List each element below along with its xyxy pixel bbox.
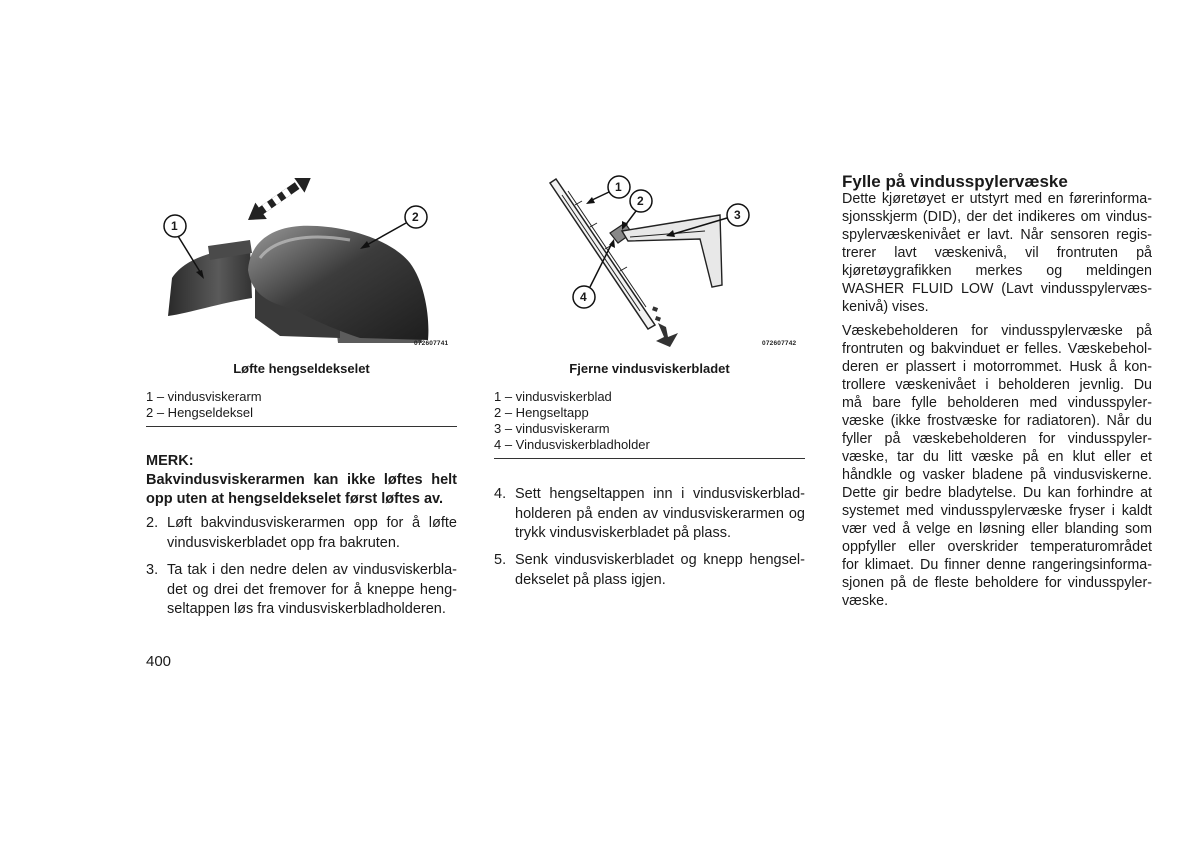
step-line: Ta tak i den nedre delen av vindusviskerbla-	[167, 562, 457, 578]
step-line: det og drei det fremover for å kneppe heng-	[167, 581, 457, 598]
paragraph-line: væske.	[842, 593, 889, 609]
figure-caption: Fjerne vindusviskerbladet	[569, 361, 730, 376]
step-line: dekselet på plass igjen.	[515, 571, 666, 588]
paragraph-line: sjonsskjerm (DID), der det indikeres om vindus-	[842, 209, 1152, 225]
step-line: Løft bakvindusviskerarmen opp for å løfte	[167, 515, 457, 531]
callout-3-label: 3	[734, 208, 741, 222]
hinge-cover-illustration	[160, 178, 460, 350]
figure-wiper-blade	[540, 175, 805, 350]
step-item	[494, 551, 805, 591]
paragraph-line: frontruten og bakvinduet er felles. Væskebehol-	[842, 341, 1152, 357]
legend-item: 2 – Hengseldeksel	[146, 405, 253, 420]
step-number: 3.	[146, 562, 159, 578]
figure-code: 072607741	[414, 340, 449, 347]
paragraph-line: trerer lavt væskenivå, vil frontruten på	[842, 245, 1152, 261]
paragraph-line: væske, tar du litt væske på en klut eller et	[842, 449, 1152, 465]
step-item	[494, 485, 805, 545]
paragraph-line: vær ved å velge en løsning eller blanding som	[842, 521, 1152, 537]
step-line: vindusviskerbladet opp fra bakruten.	[167, 534, 400, 551]
step-line: Sett hengseltappen inn i vindusviskerblad-	[515, 486, 805, 502]
legend-item: 3 – vindusviskerarm	[494, 421, 610, 436]
paragraph-line: trollere væskenivået i beholderen jevnlig. Du	[842, 377, 1152, 393]
paragraph-line: kjøretøygrafikken merkes og meldingen	[842, 263, 1152, 279]
paragraph-line: Væskebeholderen for vindusspylervæske på	[842, 323, 1152, 339]
wiper-blade-illustration	[540, 175, 805, 350]
callout-1-label: 1	[171, 219, 178, 233]
figure-hinge-cover	[160, 178, 460, 350]
paragraph-line: sjonen på de fleste beholdere for vindusspyler-	[842, 575, 1152, 591]
figure-code: 072607742	[762, 340, 797, 347]
step-line: Senk vindusviskerbladet og knepp hengsel-	[515, 552, 805, 568]
figure-legend	[146, 389, 262, 421]
note-line: opp uten at hengseldekselet først løftes av.	[146, 491, 444, 507]
legend-divider	[494, 458, 805, 459]
step-line: seltappen løs fra vindusviskerbladholderen.	[167, 601, 446, 617]
callout-2-label: 2	[637, 194, 644, 208]
paragraph-line: væske (ikke frostvæske for radiatoren). Når du	[842, 413, 1152, 429]
callout-4-label: 4	[580, 290, 587, 304]
page-number: 400	[146, 653, 172, 670]
legend-item: 1 – vindusviskerarm	[146, 389, 262, 404]
paragraph-line: deren er plassert i motorrommet. Husk å kon-	[842, 359, 1152, 375]
callout-2-label: 2	[412, 210, 419, 224]
note-line: Bakvindusviskerarmen kan ikke løftes helt	[146, 472, 457, 488]
section-paragraph-2	[842, 322, 1152, 610]
step-line: trykk vindusviskerbladet på plass.	[515, 525, 731, 541]
legend-item: 1 – vindusviskerblad	[494, 389, 612, 404]
note-heading: MERK:	[146, 453, 194, 469]
paragraph-line: Dette gir bedre bladytelse. Du kan forhindre at	[842, 485, 1152, 501]
step-number: 5.	[494, 552, 507, 568]
paragraph-line: spylervæskenivået er lavt. Når sensoren regis-	[842, 227, 1152, 243]
paragraph-line: oppfyller eller overskrider temperaturområdet	[842, 539, 1152, 555]
figure-legend	[494, 389, 650, 453]
section-title: Fylle på vindusspylervæske	[842, 172, 1068, 191]
step-number: 2.	[146, 515, 159, 531]
step-item	[146, 514, 457, 554]
paragraph-line: kenivå) vises.	[842, 299, 929, 315]
paragraph-line: fyller på væskebeholderen for vindusspyler-	[842, 431, 1152, 447]
figure-caption: Løfte hengseldekselet	[233, 361, 370, 376]
section-paragraph-1	[842, 190, 1152, 316]
paragraph-line: håndkle og vasker bladene på vindusviskerne.	[842, 467, 1152, 483]
step-line: holderen på enden av vindusviskerarmen og	[515, 505, 805, 522]
step-number: 4.	[494, 486, 507, 502]
legend-item: 4 – Vindusviskerbladholder	[494, 437, 650, 452]
paragraph-line: Dette kjøretøyet er utstyrt med en førerinforma-	[842, 191, 1152, 207]
legend-divider	[146, 426, 457, 427]
legend-item: 2 – Hengseltapp	[494, 405, 589, 420]
callout-1-label: 1	[615, 180, 622, 194]
step-item	[146, 561, 457, 621]
paragraph-line: for klimaet. Du finner denne rangeringsinforma-	[842, 557, 1152, 573]
note-text	[146, 471, 457, 509]
paragraph-line: WASHER FLUID LOW (Lavt vindusspylervæs-	[842, 281, 1152, 297]
paragraph-line: må bare fylle beholderen med vindusspyler-	[842, 395, 1152, 411]
paragraph-line: systemet med vindusspylervæske fryser i kaldt	[842, 503, 1152, 519]
